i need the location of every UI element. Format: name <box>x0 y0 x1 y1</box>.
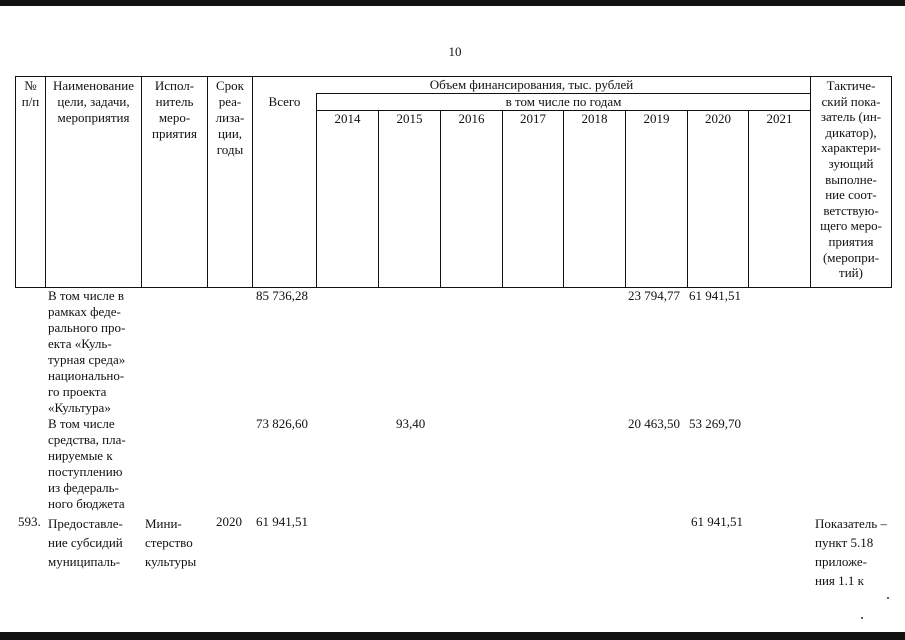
header-year: 2020 <box>705 111 731 126</box>
grid-line <box>502 110 503 287</box>
page-number: 10 <box>448 44 462 59</box>
header-year: 2019 <box>643 111 670 126</box>
header-term: Срок реа- лиза- ции, годы <box>215 78 245 157</box>
grid-line <box>15 287 892 288</box>
row-executor: Мини- стерство культуры <box>145 516 197 569</box>
row-total: 73 826,60 <box>256 416 308 431</box>
header-year: 2015 <box>396 111 423 126</box>
header-executor: Испол- нитель меро- приятия <box>151 78 197 141</box>
grid-line <box>748 110 749 287</box>
header-year: 2018 <box>581 111 608 126</box>
row-total: 85 736,28 <box>256 288 308 303</box>
header-num: № п/п <box>21 78 40 109</box>
scan-speck <box>861 617 863 619</box>
row-total: 61 941,51 <box>256 514 308 529</box>
bottom-border <box>0 632 905 640</box>
row-value-2020: 53 269,70 <box>689 416 741 431</box>
grid-line <box>563 110 564 287</box>
header-year: 2021 <box>766 111 793 126</box>
grid-line <box>687 110 688 287</box>
scan-speck <box>887 597 889 599</box>
row-value-2019: 20 463,50 <box>628 416 680 431</box>
row-value-2015: 93,40 <box>396 416 426 431</box>
row-name: В том числе в рамках феде- рального про- екта «Куль- турная среда» национально- го проекта «Культура» <box>48 288 126 415</box>
row-value-2020: 61 941,51 <box>689 288 741 303</box>
header-year: 2017 <box>520 111 546 126</box>
row-name: Предоставле- ние субсидий муниципаль- <box>48 516 123 569</box>
grid-line <box>378 110 379 287</box>
header-funding-title: Объем финансирования, тыс. рублей <box>429 77 634 92</box>
header-by-years: в том числе по годам <box>505 94 622 109</box>
row-value-2019: 23 794,77 <box>628 288 680 303</box>
header-name: Наименование цели, задачи, мероприятия <box>53 78 134 125</box>
top-border <box>0 0 905 6</box>
header-indicator: Тактиче- ский пока- затель (ин- дикатор), характери- зующий выполне- ние соот- ветствую- щего меро- приятия (меропри- тий) <box>820 78 882 281</box>
row-indicator: Показатель – пункт 5.18 приложе- ния 1.1 к <box>815 516 887 588</box>
row-name: В том числе средства, пла- нируемые к поступлению из федераль- ного бюджета <box>48 416 126 511</box>
grid-line <box>440 110 441 287</box>
header-year: 2016 <box>458 111 485 126</box>
grid-line <box>891 76 892 287</box>
header-total: Всего <box>268 94 301 109</box>
row-number: 593. <box>18 514 41 529</box>
row-value-2020: 61 941,51 <box>691 514 743 529</box>
header-year: 2014 <box>334 111 361 126</box>
grid-line <box>625 110 626 287</box>
row-term: 2020 <box>216 514 242 529</box>
